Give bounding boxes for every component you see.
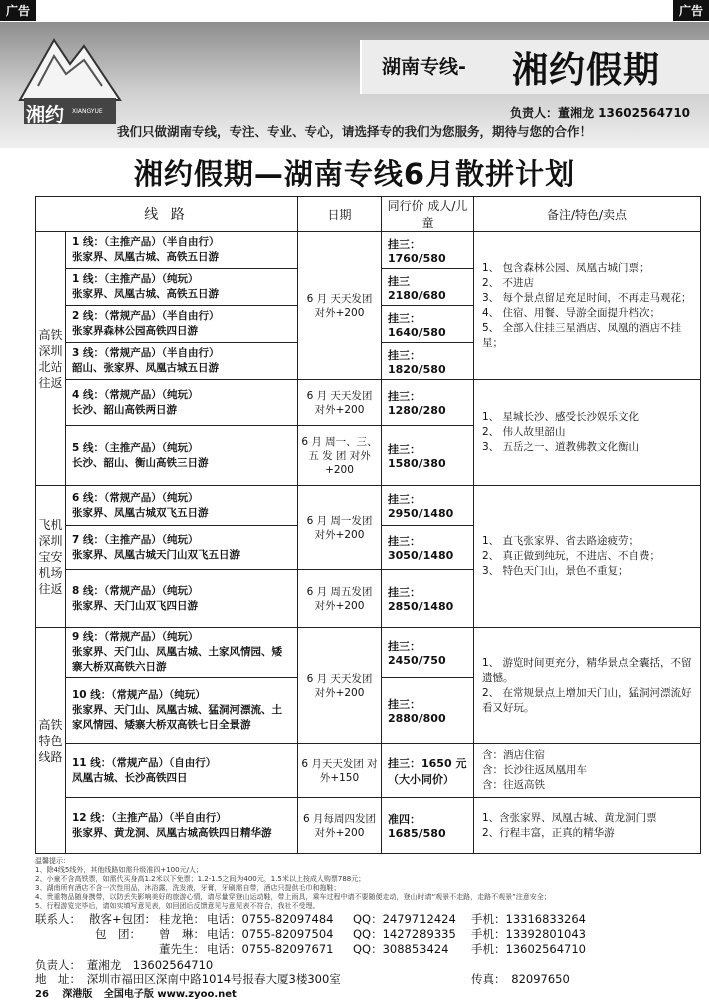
notes-cell <box>474 232 701 380</box>
contact-tel: 电话：0755-82097504 <box>207 927 334 941</box>
route-desc: 张家界、天门山、凤凰古城、猛洞河漂流、土家风情园、矮寨大桥双高铁七日全景游 <box>72 704 282 731</box>
price-cell: 挂三：1280/280 <box>382 380 474 426</box>
route-5 <box>66 426 298 486</box>
header-price: 同行价 成人/儿童 <box>382 197 474 232</box>
route-name: 2 线：（常规产品）（半自由行） <box>72 310 220 322</box>
route-1a <box>66 232 298 269</box>
note-line: 3、 特色天门山，景色不重复； <box>482 565 629 577</box>
note-line: 3、 五岳之一、道教佛教文化衡山 <box>482 441 640 453</box>
motto: 我们只做湖南专线，专注、专业、专心，请选择专的我们为您服务，期待与您的合作！ <box>116 124 592 139</box>
route-desc: 张家界、凤凰古城天门山双飞五日游 <box>72 548 240 561</box>
route-name: 6 线：（常规产品）（纯玩） <box>72 491 199 504</box>
price-cell: 挂三：2950/1480 <box>382 486 474 526</box>
route-4 <box>66 380 298 426</box>
price-cell: 准四：1685/580 <box>382 798 474 854</box>
note-line: 1、 直飞张家界、省去路途疲劳； <box>482 535 640 547</box>
header-date: 日期 <box>298 197 382 232</box>
price-value: 挂三：1650 元 <box>388 756 467 770</box>
route-desc: 张家界森林公园高铁四日游 <box>72 325 198 337</box>
note-line: 2、 真正做到纯玩，不进店、不自费； <box>482 550 661 562</box>
notes-cell <box>474 628 701 744</box>
route-1b <box>66 269 298 306</box>
header-route: 线 路 <box>36 197 298 232</box>
page-title: 湘约假期—湖南专线6月散拼计划 <box>133 157 576 191</box>
tip-line: 4、贵重物品随身携带，以防丢失影响美好的旅游心情，请尽量穿登山运动鞋，带上雨具，乘车过程中请不要随便走动，登山时请“观景不走路，走路不观景”注意安全； <box>35 893 551 901</box>
route-desc: 张家界、天门山双飞四日游 <box>72 599 198 612</box>
fax-line: 传真： 82097650 <box>471 972 570 986</box>
note-line: 1、 星城长沙、感受长沙娱乐文化 <box>482 411 640 423</box>
table-header-row <box>36 197 701 232</box>
address-line: 地 址： 深圳市福田区深南中路1014号报春大厦3楼300室 <box>35 972 341 986</box>
contact-name: 董先生： <box>159 942 205 956</box>
contact-mobile: 手机：13602564710 <box>471 942 586 956</box>
price-cell <box>382 744 474 798</box>
price-cell: 挂三 2180/680 <box>382 269 474 306</box>
category-hsr-special: 高铁特色线路 <box>36 628 66 854</box>
contact-qq: QQ：1427289335 <box>353 927 456 941</box>
route-name: 4 线：（常规产品）（纯玩） <box>72 388 199 401</box>
date-cell: 6 月 周一、三、五 发 团 对外+200 <box>298 426 382 486</box>
notes-cell <box>474 380 701 486</box>
route-name: 3 线：（常规产品）（半自由行） <box>72 347 220 359</box>
contact-label-group: 包 团： <box>95 927 141 941</box>
route-name: 1 线：（主推产品）（半自由行） <box>72 236 220 248</box>
route-2 <box>66 306 298 343</box>
logo-text: 湘约 <box>26 104 65 126</box>
ad-tag-left: 广告 <box>0 0 36 21</box>
route-7 <box>66 526 298 570</box>
price-note: （大小同价） <box>388 772 454 786</box>
note-line: 2、行程丰富，正真的精华游 <box>482 826 615 839</box>
note-line: 4、 住宿、用餐、导游全面提升档次； <box>482 306 661 319</box>
header-banner <box>0 22 709 148</box>
header-notes: 备注/特色/卖点 <box>474 197 701 232</box>
note-line: 含：酒店住宿 <box>482 749 545 761</box>
edition-label: 深港版 <box>62 989 93 1000</box>
tip-line: 3、湖南所有酒店不含一次性用品，沐浴露，洗发液，牙膏，牙刷需自带，酒店只提供毛巾和拖鞋； <box>35 884 341 892</box>
date-cell: 6 月 天天发团 对外+200 <box>298 628 382 744</box>
tip-line: 5、行程游览完毕后，请如实填写意见表，如回团后反馈意见与意见表不符合，我社不受理。 <box>35 902 320 910</box>
note-line: 5、 全部入住挂三星酒店、凤凰的酒店不挂星； <box>482 321 682 349</box>
route-desc: 韶山、张家界、凤凰古城五日游 <box>72 362 219 374</box>
page-footer <box>35 985 237 1000</box>
route-8 <box>66 570 298 628</box>
site-label: 全国电子版 www.zyoo.net <box>103 989 237 1000</box>
date-cell: 6 月 天天发团 对外+200 <box>298 380 382 426</box>
contact-mobile: 手机：13316833264 <box>471 912 586 926</box>
note-line: 2、 不进店 <box>482 276 535 289</box>
note-line: 2、 伟人故里韶山 <box>482 426 566 438</box>
route-6 <box>66 486 298 526</box>
route-name: 1 线：（主推产品）（纯玩） <box>72 273 199 285</box>
contact-label-group: 散客+包团： <box>89 912 157 926</box>
route-desc: 凤凰古城、长沙高铁四日 <box>72 771 188 784</box>
brand-title: 湘约假期 <box>512 50 661 91</box>
price-cell: 挂三：1760/580 <box>382 232 474 269</box>
price-cell: 挂三：3050/1480 <box>382 526 474 570</box>
price-cell: 挂三：1580/380 <box>382 426 474 486</box>
date-cell: 6 月 周一发团 对外+200 <box>298 486 382 570</box>
note-line: 1、含张家界、凤凰古城、黄龙洞门票 <box>482 811 657 824</box>
category-hsr-shenzhen-north: 高铁 深圳北站往返 <box>36 232 66 486</box>
price-cell: 挂三：1820/580 <box>382 343 474 380</box>
route-desc: 张家界、黄龙洞、凤凰古城高铁四日精华游 <box>72 826 272 839</box>
route-name: 7 线：（主推产品）（纯玩） <box>72 533 199 546</box>
logo-subtext: XIANGYUE <box>72 108 103 115</box>
note-line: 1、 游览时间更充分，精华景点全囊括，不留遗憾。 <box>482 656 692 684</box>
notes-cell <box>474 798 701 854</box>
price-cell: 挂三：2850/1480 <box>382 570 474 628</box>
route-desc: 张家界、凤凰古城双飞五日游 <box>72 506 209 519</box>
route-10 <box>66 678 298 744</box>
tip-line: 1、除4线5线外，其他线路如需升级准四+100元/人； <box>35 866 203 874</box>
route-table <box>35 196 701 854</box>
category-flight-shenzhen: 飞机 深圳宝安机场往返 <box>36 486 66 628</box>
contact-qq: QQ：308853424 <box>353 942 449 956</box>
price-cell: 挂三：1640/580 <box>382 306 474 343</box>
table-row <box>36 798 701 854</box>
note-line: 含：往返高铁 <box>482 779 545 791</box>
page-number: 26 <box>35 989 49 1000</box>
tip-line: 2、小童不含高铁票，如需代买身高1.2米以下免票；1.2-1.5之间为400元，1.5米以上按成人购票788元； <box>35 875 366 883</box>
contact-tel: 电话：0755-82097484 <box>207 912 334 926</box>
date-cell: 6 月天天发团 对外+150 <box>298 744 382 798</box>
route-11 <box>66 744 298 798</box>
table-row <box>36 744 701 798</box>
route-name: 12 线：（主推产品）（半自由行） <box>72 811 227 824</box>
date-cell: 6 月 天天发团 对外+200 <box>298 232 382 380</box>
price-cell: 挂三：2450/750 <box>382 628 474 678</box>
contact-tel: 电话：0755-82097671 <box>207 942 334 956</box>
table-row <box>36 380 701 426</box>
route-desc: 长沙、韶山、衡山高铁三日游 <box>72 456 209 469</box>
slogan-prefix: 湖南专线- <box>382 56 466 78</box>
notes-cell <box>474 486 701 628</box>
route-desc: 张家界、凤凰古城、高铁五日游 <box>72 288 219 300</box>
contact-mobile: 手机：13392801043 <box>471 927 586 941</box>
route-12 <box>66 798 298 854</box>
route-desc: 长沙、韶山高铁两日游 <box>72 403 177 416</box>
note-line: 2、 在常规景点上增加天门山，猛洞河漂流好看又好玩。 <box>482 686 692 714</box>
route-desc: 张家界、天门山、凤凰古城、土家风情园、矮寨大桥双高铁六日游 <box>72 646 282 673</box>
note-line: 含：长沙往返凤凰用车 <box>482 764 587 776</box>
ad-tag-right: 广告 <box>673 0 709 21</box>
date-cell: 6 月 周五发团 对外+200 <box>298 570 382 628</box>
route-name: 10 线：（常规产品）（纯玩） <box>72 689 206 701</box>
route-name: 11 线：（常规产品）（自由行） <box>72 756 217 769</box>
tips <box>35 857 701 911</box>
route-3 <box>66 343 298 380</box>
manager-line: 负责人： 董湘龙 13602564710 <box>35 958 214 972</box>
route-name: 8 线：（常规产品）（纯玩） <box>72 584 199 597</box>
route-name: 9 线：（常规产品）（纯玩） <box>72 631 199 643</box>
route-desc: 张家界、凤凰古城、高铁五日游 <box>72 251 219 263</box>
contact-qq: QQ：2479712424 <box>353 912 456 926</box>
tip-line: 温馨提示： <box>35 857 70 865</box>
table-row <box>36 486 701 526</box>
contact-name: 曾 琳： <box>159 927 205 941</box>
route-9 <box>66 628 298 678</box>
note-line: 3、 每个景点留足充足时间，不再走马观花； <box>482 291 692 304</box>
table-row <box>36 628 701 678</box>
date-cell: 6 月每周四发团 对外+200 <box>298 798 382 854</box>
notes-cell <box>474 744 701 798</box>
contact-label: 联系人： <box>35 912 81 926</box>
price-cell: 挂三：2880/800 <box>382 678 474 744</box>
table-row <box>36 232 701 269</box>
header-manager: 负责人：董湘龙 13602564710 <box>510 106 691 120</box>
note-line: 1、 包含森林公园、凤凰古城门票； <box>482 261 650 274</box>
route-name: 5 线：（主推产品）（纯玩） <box>72 441 199 454</box>
contact-name: 桂龙艳： <box>159 912 205 926</box>
